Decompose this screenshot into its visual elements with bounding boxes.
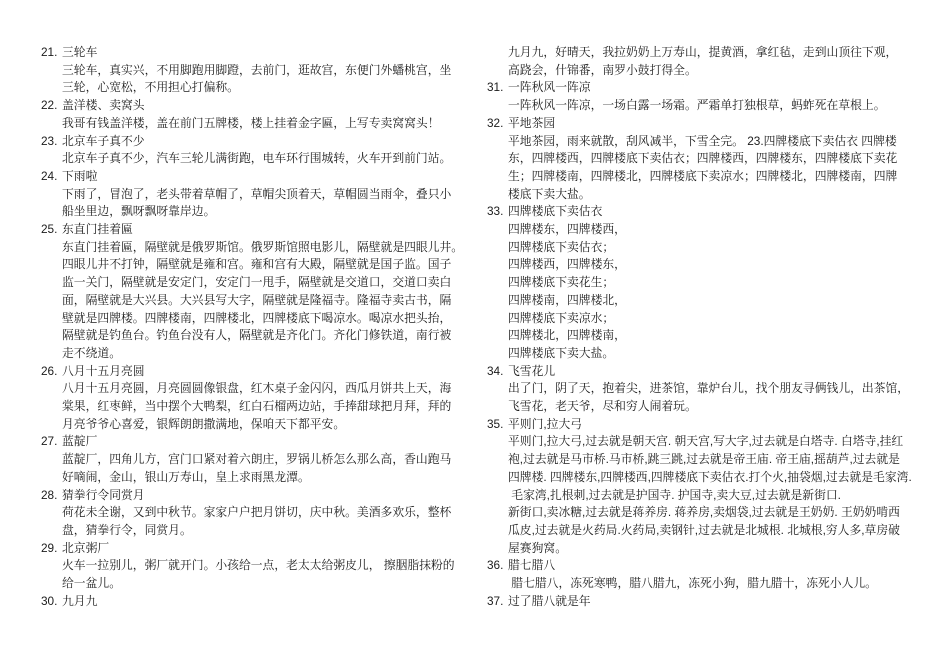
item-line: 下雨了，冒泡了，老头带着草帽了，草帽尖顶着天，草帽圆当雨伞，叠只小 [62,186,452,201]
rhyme-item [487,416,937,558]
item-title: 一阵秋风一阵凉 [508,80,591,95]
item-number: 23. [41,133,58,148]
item-line: 四牌楼底下卖花生； [508,275,615,290]
rhyme-item [41,221,475,363]
item-line: 出了门，阴了天，抱着尖，进茶馆，靠炉台儿，找个朋友寻俩钱儿，出茶馆， [508,381,910,396]
rhyme-item [41,44,475,97]
item-line: 楼底下卖大盐。 [508,186,591,201]
rhyme-item [41,593,475,611]
item-line: 八月十五月亮圆，月亮圆圆像银盘，红木桌子金闪闪，西瓜月饼共上天，海 [62,381,452,396]
item-number: 30. [41,593,58,608]
rhyme-item [487,203,937,362]
item-title: 八月十五月亮圆 [62,363,145,378]
item-number: 36. [487,558,504,573]
item-number: 37. [487,593,504,608]
item-number: 27. [41,434,58,449]
item-line: 四牌楼西，四牌楼东， [508,257,626,272]
rhyme-item [41,433,475,486]
item-title: 过了腊八就是年 [508,593,591,608]
item-line: 新街口,卖冰糖,过去就是蒋养房. 蒋养房,卖烟袋,过去就是王奶奶. 王奶奶啃西 [508,505,900,520]
item-line: 给一盆儿。 [62,576,121,591]
rhyme-item [487,557,937,592]
right-column [487,44,937,644]
item-line: 四牌楼南，四牌楼北， [508,292,626,307]
item-line: 屋赛狗窝。 [508,540,567,555]
item-line: 四牌楼底下卖估衣； [508,239,615,254]
item-line: 平地茶园，雨来就散，刮风减半，下雪全完。 23.四牌楼底下卖估衣 四牌楼 [508,133,897,148]
item-number: 34. [487,363,504,378]
rhyme-item [41,487,475,540]
item-line: 火车一拉别儿，粥厂就开门。小孩给一点，老太太给粥皮儿， 擦胭脂抹粉的 [62,558,455,573]
item-line: 好嘀闹，金山，银山万寿山，皇上求雨黑龙潭。 [62,469,310,484]
item-line: 监一关门，隔壁就是安定门，安定门一甩手，隔壁就是交道口，交道口卖白 [62,275,452,290]
item-line: 四牌楼底下卖大盐。 [508,345,615,360]
rhyme-item [41,540,475,593]
rhyme-item [41,97,475,132]
item-number: 26. [41,363,58,378]
item-title: 北京车子真不少 [62,133,145,148]
item-line: 飞雪花，老天爷，尽和穷人闹着玩。 [508,399,697,414]
rhyme-item [487,115,937,204]
item-line: 船坐里边，飘呀飘呀靠岸边。 [62,204,216,219]
item-title: 东直门挂着匾 [62,222,133,237]
item-title: 飞雪花儿 [508,363,556,378]
item-number: 35. [487,416,504,431]
item-line: 四牌楼东，四牌楼西， [508,222,626,237]
item-line: 袍,过去就是马市桥.马市桥,跳三跳,过去就是帝王庙. 帝王庙,摇葫芦,过去就是 [508,452,900,467]
item-title: 下雨啦 [62,168,98,183]
item-title: 三轮车 [62,45,98,59]
item-title: 平则门,拉大弓 [508,416,583,431]
item-line: 荷花未全谢，又到中秋节。家家户户把月饼切，庆中秋。美酒多欢乐，整杯 [62,505,452,520]
item-line: 盘，猜拳行令，同赏月。 [62,522,192,537]
rhyme-item [487,79,937,114]
item-number: 31. [487,80,504,95]
item-line: 高跷会，什锦番，南罗小鼓打得全。 [508,62,697,77]
item-number: 32. [487,115,504,130]
item-line: 瓜皮,过去就是火药局.火药局,卖钢针,过去就是北城根. 北城根,穷人多,草房破 [508,522,900,537]
item-number: 28. [41,487,58,502]
item-line: 一阵秋风一阵凉，一场白露一场霜。严霜单打独根草，蚂蚱死在草根上。 [508,98,886,113]
item-line: 九月九，好晴天，我拉奶奶上万寿山，提黄酒，拿红毡，走到山顶往下观， [508,45,898,59]
item-line: 四牌楼底下卖凉水； [508,310,615,325]
item-line: 东，四牌楼西，四牌楼底下卖估衣；四牌楼西，四牌楼东，四牌楼底下卖花 [508,151,898,166]
item-title: 腊七腊八 [508,558,556,573]
item-number: 33. [487,204,504,219]
left-column [41,44,475,644]
item-title: 盖洋楼、卖窝头 [62,98,145,113]
item-number: 22. [41,98,58,113]
item-line: 蓝靛厂，四角儿方，宫门口紧对着六朗庄，罗锅儿桥怎么那么高，香山跑马 [62,452,452,467]
item-line: 壁就是四牌楼。四牌楼南，四牌楼北，四牌楼底下喝凉水。喝凉水把头抬， [62,310,452,325]
item-title: 四牌楼底下卖估衣 [508,204,603,219]
item-line: 平则门,拉大弓,过去就是朝天宫. 朝天宫,写大字,过去就是白塔寺. 白塔寺,挂红 [508,434,904,449]
item-line: 北京车子真不少，汽车三轮儿满街跑，电车环行围城转，火车开到前门站。 [62,151,452,166]
item-title: 蓝靛厂 [62,434,98,449]
item-title: 猜拳行令同赏月 [62,487,145,502]
item-number: 24. [41,168,58,183]
item-title: 九月九 [62,593,98,608]
item-line: 三轮，心宽松，不用担心打偏称。 [62,80,239,95]
item-line: 走不绕道。 [62,345,121,360]
item-title: 北京粥厂 [62,540,110,555]
item-line: 四牌楼北，四牌楼南， [508,328,626,343]
item-title: 平地茶园 [508,115,556,130]
item-line: 棠果，红枣鲜，当中摆个大鸭梨，红白石榴两边站，手捧甜球把月拜，拜的 [62,399,452,414]
rhyme-item [487,593,937,611]
rhyme-item [41,133,475,168]
rhyme-item [41,363,475,434]
rhyme-item [487,363,937,416]
item-line: 毛家湾,扎根刺,过去就是护国寺. 护国寺,卖大豆,过去就是新街口. [508,487,841,502]
item-line: 腊七腊八，冻死寒鸭，腊八腊九，冻死小狗，腊九腊十，冻死小人儿。 [508,576,877,591]
item-line: 四牌楼. 四牌楼东,四牌楼西,四牌楼底下卖估衣.打个火,抽袋烟,过去就是毛家湾. [508,469,912,484]
item-line: 生；四牌楼南，四牌楼北，四牌楼底下卖凉水；四牌楼北，四牌楼南，四牌 [508,168,898,183]
item-line: 三轮车，真实兴，不用脚跑用脚蹬，去前门，逛故宫，东便门外蟠桃宫，坐 [62,62,452,77]
item-line: 面，隔壁就是大兴县。大兴县写大字，隔壁就是隆福寺。隆福寺卖古书，隔 [62,292,452,307]
item-line: 我哥有钱盖洋楼，盖在前门五牌楼，楼上挂着金字匾，上写专卖窝窝头！ [62,115,440,130]
item-line: 东直门挂着匾，隔壁就是俄罗斯馆。俄罗斯馆照电影儿，隔壁就是四眼儿井。 [62,239,464,254]
item-line: 四眼儿井不打钟，隔壁就是雍和宫。雍和宫有大殿，隔壁就是国子监。国子 [62,257,452,272]
item-number: 29. [41,540,58,555]
rhyme-item [41,168,475,221]
continuation-block [487,44,937,79]
item-line: 月亮爷爷心喜爱，银辉朗朗撒满地，保咱天下都平安。 [62,416,346,431]
item-number: 25. [41,222,58,237]
item-line: 隔壁就是钓鱼台。钓鱼台没有人，隔壁就是齐化门。齐化门修铁道，南行被 [62,328,452,343]
item-number: 21. [41,45,58,59]
